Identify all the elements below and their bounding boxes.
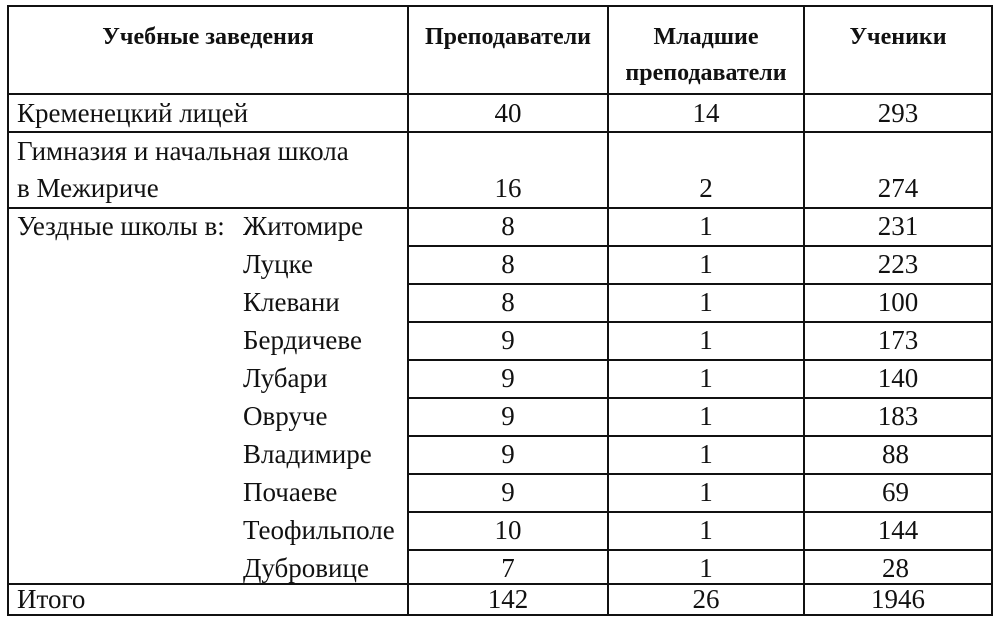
students-value: 88 [882,439,909,469]
total-students: 1946 [871,584,925,614]
students-value: 28 [882,553,909,583]
teachers-value: 7 [501,553,515,583]
city-name: Житомире [243,211,364,241]
row-name: Кременецкий лицей [17,98,249,128]
header-institution: Учебные заведения [102,24,314,50]
students-value: 223 [877,249,919,279]
teachers-value: 10 [494,515,522,545]
students-value: 100 [877,287,919,317]
students-value: 183 [877,401,919,431]
total-teachers: 142 [487,584,529,614]
students-value: 231 [877,211,919,241]
junior-value: 1 [699,287,713,317]
total-junior: 26 [692,584,720,614]
city-name: Клевани [243,287,340,317]
teachers-value: 9 [501,439,515,469]
teachers-value: 9 [501,477,515,507]
teachers-value: 9 [501,363,515,393]
students-value: 173 [877,325,919,355]
header-teachers: Преподаватели [424,24,592,50]
junior-value: 2 [699,173,713,203]
city-name: Почаеве [243,477,338,507]
junior-value: 1 [699,363,713,393]
header-junior-line2: преподаватели [625,60,787,86]
teachers-value: 8 [501,249,515,279]
teachers-value: 8 [501,287,515,317]
row-name-line1: Гимназия и начальная школа [17,136,349,166]
teachers-value: 16 [494,173,522,203]
city-name: Теофильполе [243,515,395,545]
teachers-value: 40 [494,98,522,128]
city-name: Лубари [243,363,328,393]
junior-value: 1 [699,401,713,431]
junior-value: 1 [699,515,713,545]
students-value: 69 [882,477,909,507]
city-name: Овруче [243,401,328,431]
header-junior-line1: Младшие [653,24,759,50]
junior-value: 1 [699,439,713,469]
junior-value: 1 [699,477,713,507]
junior-value: 1 [699,211,713,241]
students-value: 293 [877,98,919,128]
city-name: Бердичеве [243,325,362,355]
junior-value: 1 [699,325,713,355]
city-name: Дубровице [243,553,369,583]
students-value: 274 [877,173,919,203]
schools-table [7,5,993,616]
junior-value: 1 [699,249,713,279]
total-label: Итого [17,584,86,614]
district-label: Уездные школы в: [17,211,225,241]
teachers-value: 9 [501,401,515,431]
row-name-line2: в Межириче [17,173,159,203]
teachers-value: 9 [501,325,515,355]
city-name: Луцке [243,249,314,279]
junior-value: 1 [699,553,713,583]
junior-value: 14 [692,98,720,128]
city-name: Владимире [243,439,372,469]
teachers-value: 8 [501,211,515,241]
students-value: 140 [877,363,919,393]
students-value: 144 [877,515,919,545]
header-students: Ученики [849,24,947,50]
